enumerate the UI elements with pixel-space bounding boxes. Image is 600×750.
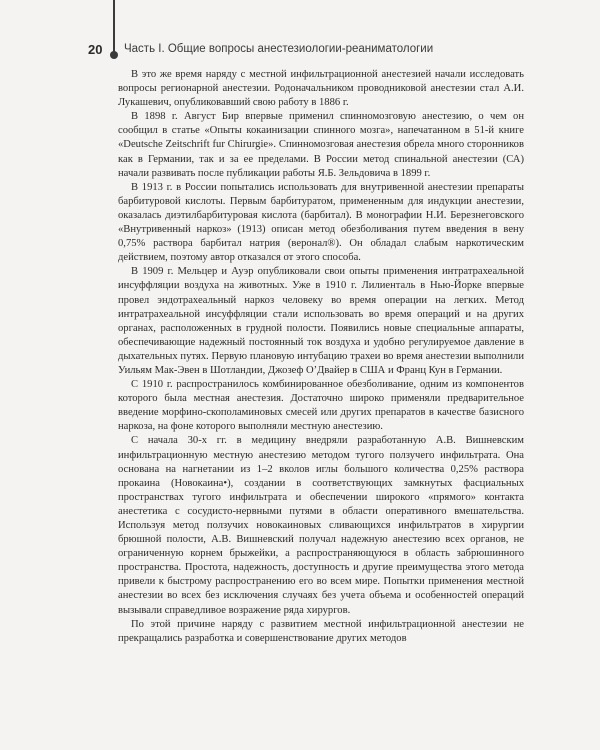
paragraph: В 1909 г. Мельцер и Ауэр опубликовали свои опыты применения интратрахеальной инсуффляции воздуха на животных. Уже в 1910 г. Лилиенталь в Нью-Йорке впервые провел эндотрахеальный наркоз человеку во время операции на легких. Метод интратрахеальной инсуффляции стали использовать во время операций и на других органах, расположенных в грудной полости. Появились новые специальные аппараты, обеспечивающие надежный постоянный ток воздуха и удобно регулируемое давление в дыхательных путях. Первую плановую интубацию трахеи во время анестезии выполнили Уильям Мак-Эвен в Шотландии, Джозеф О’Двайер в США и Франц Кун в Германии.: [118, 266, 524, 376]
paragraph: В 1913 г. в России попытались использовать для внутривенной анестезии препараты барбитуровой кислоты. Первым барбитуратом, примененным для индукции анестезии, оказалась диэтилбарбитуровая кислота (барбитал). В монографии Н.И. Березнеговского «Внутривенный наркоз» (1913) описан метод обезболивания путем введения в вену 0,75% раствора барбитал натрия (веронал®). Он обладал слабым наркотическим действием, поэтому автор отказался от этого способа.: [118, 181, 524, 264]
running-title: Часть I. Общие вопросы анестезиологии-реаниматологии: [124, 43, 434, 55]
paragraph: В 1898 г. Август Бир впервые применил спинномозговую анестезию, о чем он сообщил в статье «Опыты кокаинизации спинного мозга», напечатанном в 51-й книге «Deutsche Zeitschrift fur Chirurgie». Спинномозговая анестезия обрела много сторонников как в Германии, так и за ее пределами. В России метод спинальной анестезии (СА) начали развивать после публикации работы Я.Б. Зельдовича в 1899 г.: [118, 111, 524, 179]
paragraph: С начала 30-х гг. в медицину внедряли разработанную А.В. Вишневским инфильтрационную местную анестезию методом тугого ползучего инфильтрата. Она основана на нагнетании из 1–2 вколов иглы большого количества 0,25% раствора прокаина (Новокаина•), создании в соответствующих замкнутых фасциальных пространствах тугого инфильтрата и обеспечении широкого «прямого» контакта анестетика с сосудисто-нервными путями в области оперативного вмешательства. Используя метод ползучих новокаиновых сливающихся инфильтратов в хирургии брюшной полости, А.В. Вишневский получал надежную анестезию всех органов, не ограниченную корнем брыжейки, а распространяющуюся в область забрюшинного пространства. Простота, надежность, доступность и другие преимущества этого метода привели к быстрому распространению его во всем мире. Попытки применения местной анестезии во всех без исключения случаях без учета объема и особенностей операций вызывали справедливое возражение ряда хирургов.: [118, 435, 524, 616]
page-number: 20: [88, 42, 103, 57]
header-vertical-rule: [113, 0, 115, 54]
paragraph: В это же время наряду с местной инфильтрационной анестезией начали исследовать вопросы регионарной анестезии. Родоначальником проводниковой анестезии стал А.И. Лукашевич, опубликовавший свою работу в 1886 г.: [118, 69, 524, 109]
paragraph: С 1910 г. распространилось комбинированное обезболивание, одним из компонентов которого была местная анестезия. Достаточно широко применяли предварительное введение морфино-скополаминовых смесей или других препаратов в качестве базисного наркоза, на фоне которого выполняли местную анестезию.: [118, 379, 524, 433]
header-rule-dot: [110, 51, 118, 59]
body-text: [118, 68, 524, 646]
paragraph: По этой причине наряду с развитием местной инфильтрационной анестезии не прекращались разработка и совершенствование других методов: [118, 618, 524, 644]
